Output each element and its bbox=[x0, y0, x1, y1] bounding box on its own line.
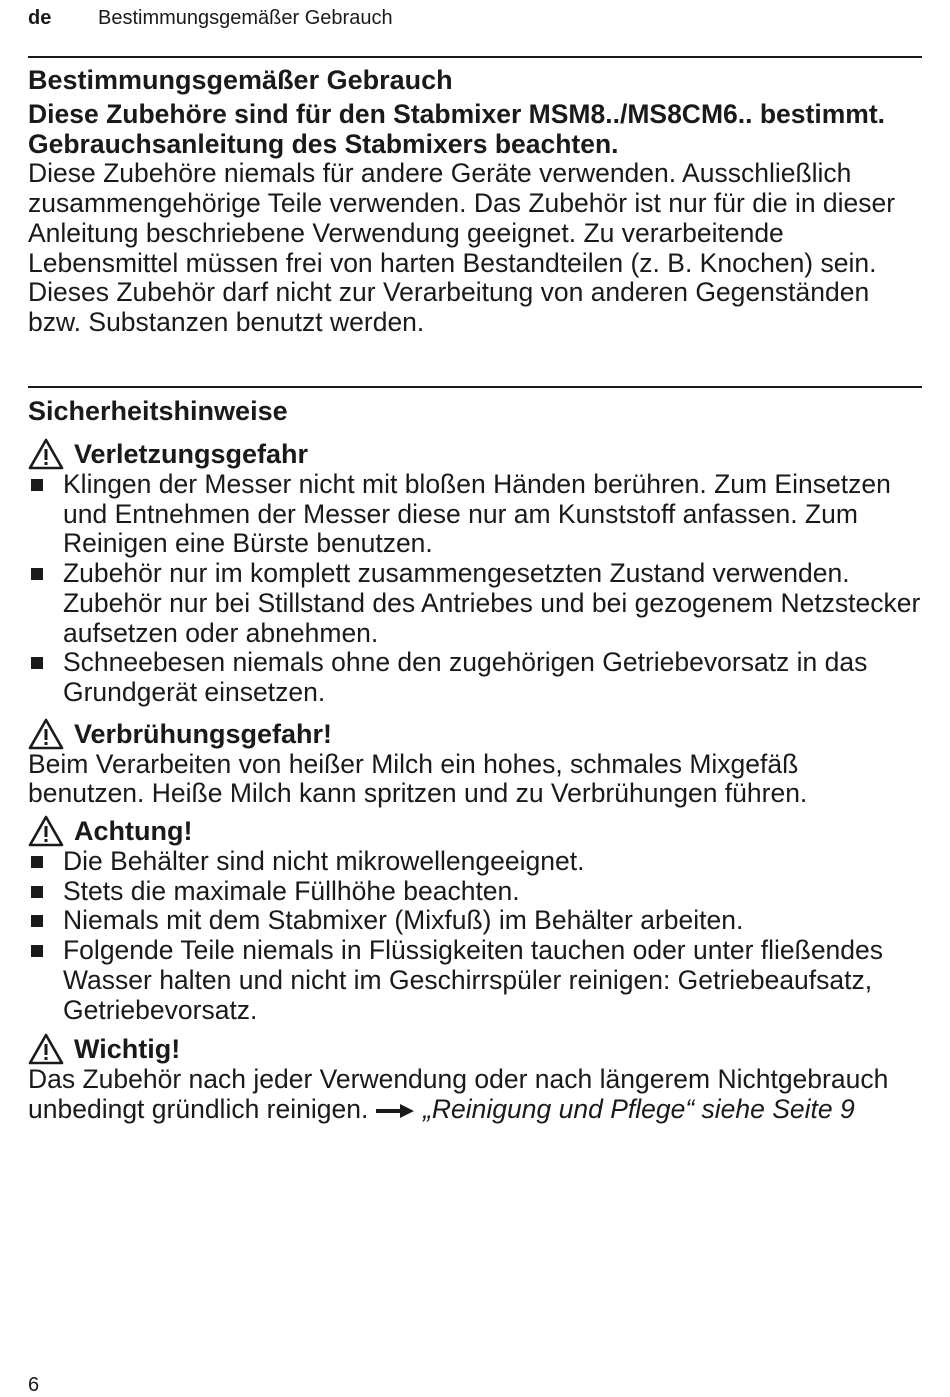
list-item: Zubehör nur im komplett zusammengesetzten Zustand verwenden. Zubehör nur bei Stillstand des Antriebes und bei gezogenem Netzstecker aufsetzen oder abnehmen. bbox=[28, 559, 922, 648]
language-code: de bbox=[28, 7, 52, 29]
divider-middle bbox=[28, 386, 922, 388]
section-heading: Sicherheitshinweise bbox=[28, 396, 288, 426]
warning-scalding bbox=[28, 718, 922, 750]
intro-body-text: Diese Zubehöre niemals für andere Geräte verwenden. Ausschließlich zusammengehörige Teile verwenden. Das Zubehör ist nur für die in dieser Anleitung beschriebene Verwendung geeignet. Zu verarbeitende Lebensmittel müssen frei von harten Bestandteilen (z. B. Knochen) sein. Dieses Zubehör darf nicht zur Verarbeitung von anderen Gegenständen bzw. Substanzen benutzt werden. bbox=[28, 158, 896, 337]
warning-triangle-icon bbox=[28, 815, 64, 847]
list-item: Klingen der Messer nicht mit bloßen Händen berühren. Zum Einsetzen und Entnehmen der Messer diese nur am Kunststoff anfassen. Zum Reinigen eine Bürste benutzen. bbox=[28, 470, 922, 559]
warning-title: Verletzungsgefahr bbox=[74, 439, 309, 469]
list-item: Folgende Teile niemals in Flüssigkeiten tauchen oder unter fließendes Wasser halten und nicht im Geschirrspüler reinigen: Getriebeaufsatz, Getriebevorsatz. bbox=[28, 936, 922, 1025]
warning-title: Achtung! bbox=[74, 816, 193, 847]
bullet-square-icon bbox=[31, 568, 43, 580]
warning-injury bbox=[28, 438, 922, 470]
warning-triangle-icon bbox=[28, 718, 64, 750]
section-heading: Bestimmungsgemäßer Gebrauch bbox=[28, 65, 453, 95]
bullet-square-icon bbox=[31, 856, 43, 868]
bullet-square-icon bbox=[31, 479, 43, 491]
warning-title: Wichtig! bbox=[74, 1034, 181, 1065]
intro-bold-text: Diese Zubehöre sind für den Stabmixer MSM8../MS8CM6.. bestimmt. Gebrauchsanleitung des Stabmixers beachten. bbox=[28, 99, 886, 159]
bullet-square-icon bbox=[31, 915, 43, 927]
list-item: Die Behälter sind nicht mikrowellengeeignet. bbox=[28, 847, 922, 877]
scalding-text: Beim Verarbeiten von heißer Milch ein hohes, schmales Mixgefäß benutzen. Heiße Milch kann spritzen und zu Verbrühungen führen. bbox=[28, 748, 808, 809]
page-header bbox=[28, 7, 393, 30]
arrow-right-icon bbox=[376, 1101, 416, 1121]
warning-triangle-icon bbox=[28, 438, 64, 470]
warning-important bbox=[28, 1033, 922, 1065]
warning-triangle-icon bbox=[28, 1033, 64, 1065]
header-title: Bestimmungsgemäßer Gebrauch bbox=[98, 7, 393, 29]
warning-caution bbox=[28, 815, 922, 847]
divider-top bbox=[28, 56, 922, 58]
list-item: Stets die maximale Füllhöhe beachten. bbox=[28, 877, 922, 907]
page bbox=[28, 0, 922, 1394]
cross-reference-link[interactable]: „Reinigung und Pflege“ siehe Seite 9 bbox=[423, 1093, 855, 1124]
list-item: Niemals mit dem Stabmixer (Mixfuß) im Behälter arbeiten. bbox=[28, 906, 922, 936]
section-intended-use bbox=[28, 65, 922, 338]
page-number: 6 bbox=[28, 1374, 40, 1396]
bullet-square-icon bbox=[31, 945, 43, 957]
injury-list bbox=[28, 470, 922, 708]
list-item: Schneebesen niemals ohne den zugehörigen Getriebevorsatz in das Grundgerät einsetzen. bbox=[28, 648, 922, 707]
section-safety bbox=[28, 396, 922, 1125]
bullet-square-icon bbox=[31, 886, 43, 898]
caution-list bbox=[28, 847, 922, 1025]
warning-title: Verbrühungsgefahr! bbox=[74, 718, 333, 749]
important-text: Das Zubehör nach jeder Verwendung oder nach längerem Nichtgebrauch unbedingt gründlich reinigen. „Reinigung und Pflege“ siehe Seite 9 bbox=[28, 1064, 889, 1124]
bullet-square-icon bbox=[31, 657, 43, 669]
